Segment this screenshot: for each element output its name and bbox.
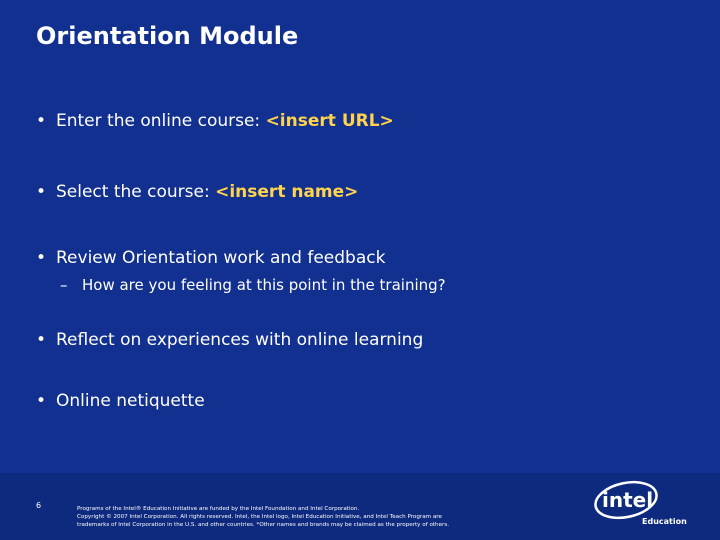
sub-bullet-marker: – <box>60 276 68 294</box>
bullet-highlight: <insert name> <box>215 182 359 202</box>
legal-line: Programs of the Intel® Education Initiative are funded by the Intel Foundation and Intel Corporation. <box>77 506 360 512</box>
slide-title: Orientation Module <box>36 22 299 50</box>
page-number: 6 <box>36 501 42 510</box>
bullet-text <box>56 181 358 203</box>
bullet-text: Online netiquette <box>56 391 205 411</box>
sub-bullet-text: How are you feeling at this point in the training? <box>82 276 446 294</box>
intel-logo <box>592 478 662 522</box>
bullet-text <box>56 110 394 132</box>
bullet-marker: • <box>36 182 47 202</box>
bullet-marker: • <box>36 391 47 411</box>
logo-subtext: Education <box>642 517 687 526</box>
legal-notice <box>77 505 577 529</box>
bullet-highlight: <insert URL> <box>265 111 394 131</box>
bullet-label: Enter the online course: <box>56 111 266 131</box>
logo-word: intel <box>602 488 654 512</box>
bullet-marker: • <box>36 111 47 131</box>
legal-line: Copyright © 2007 Intel Corporation. All rights reserved. Intel, the Intel logo, Intel Education Initiative, and Intel Teach Program are <box>77 514 442 520</box>
legal-line: trademarks of Intel Corporation in the U.S. and other countries. *Other names and brands may be claimed as the property of others. <box>77 522 450 528</box>
bullet-text: Reflect on experiences with online learning <box>56 330 424 350</box>
bullet-marker: • <box>36 248 47 268</box>
bullet-text: Review Orientation work and feedback <box>56 248 386 268</box>
bullet-marker: • <box>36 330 47 350</box>
bullet-label: Select the course: <box>56 182 216 202</box>
